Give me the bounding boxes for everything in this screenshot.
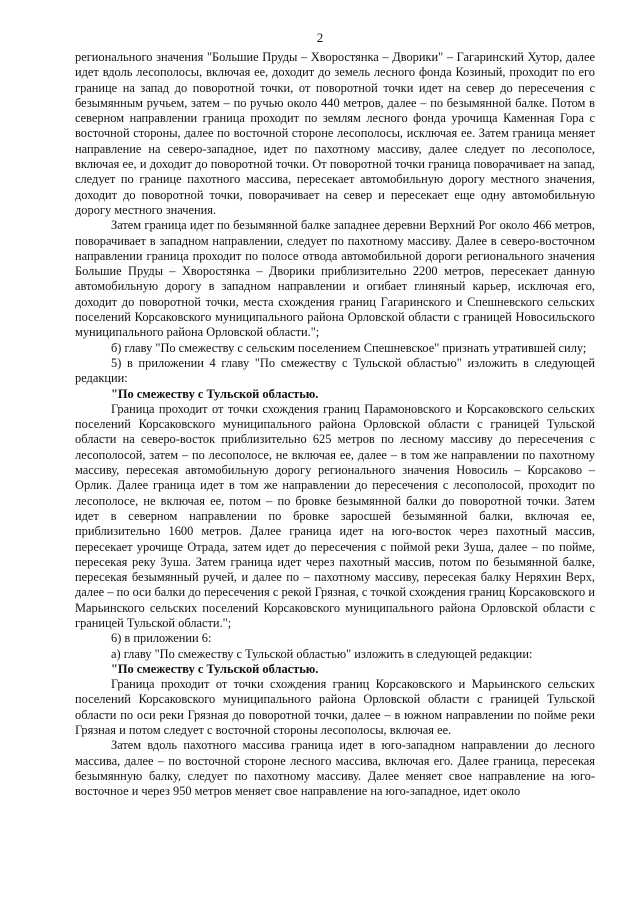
paragraph-item-a-tula-chapter: а) главу "По смежеству с Тульской областью" изложить в следующей редакции: xyxy=(111,646,533,661)
heading-tula-region-1: "По смежеству с Тульской областью. xyxy=(111,386,319,401)
page-number: 2 xyxy=(316,30,324,45)
heading-tula-region-2: "По смежеству с Тульской областью. xyxy=(111,661,319,676)
paragraph-border-description-continued: регионального значения "Большие Пруды – Хворостянка – Дворики" – Гагаринский Хутор, далее идет вдоль лесополосы, включая ее, доходит до земель лесного фонда Козиный, проходит по его границе на запад до поворотной точки, от поворотной точки идет на север до пересечения с безымянным ручьем, затем – по ручью около 440 метров, далее – по безымянной балке. Потом в северном направлении граница проходит по землям лесного фонда урочища Каменная Гора с восточной стороны, далее по восточной стороне лесополосы, исключая ее. Затем граница меняет направление на северо-западное, идет по пахотному массиву, далее следует по лесополосе, включая ее, и доходит до поворотной точки. От поворотной точки граница поворачивает на запад, следует по границе пахотного массива, пересекает автомобильную дорогу местного значения, доходит до поворотной точки, поворачивает на север и пересекает еще одну автомобильную дорогу местного значения. xyxy=(75,50,595,217)
paragraph-tula-border-2: Граница проходит от точки схождения границ Корсаковского и Марьинского сельских поселений Корсаковского муниципального района Орловской области с границей Тульской области по оси реки Грязная до поворотной точки, далее – в южном направлении по пойме реки Грязная и потом следует с восточной стороны лесополосы, включая ее. xyxy=(75,677,595,738)
paragraph-tula-border-3: Затем вдоль пахотного массива граница идет в юго-западном направлении до лесного массива, далее – по восточной стороне лесного массива, включая его. Далее граница, пересекая безымянную балку, следует по пахотному массиву. Далее меняет свое направление на юго-восточное и через 950 метров меняет свое направление на юго-западное, идет около xyxy=(75,738,595,799)
paragraph-item-b-speshnevskoe: б) главу "По смежеству с сельским поселением Спешневское" признать утратившей силу; xyxy=(111,340,587,355)
paragraph-verkhny-rog: Затем граница идет по безымянной балке западнее деревни Верхний Рог около 466 метров, поворачивает в западном направлении, следует по пахотному массиву. Далее в северо-восточном направлении граница проходит по полосе отвода автомобильной дороги регионального значения Большие Пруды – Хворостянка – Дворики приблизительно 2200 метров, пересекает данную автомобильную дорогу в западном направлении и огибает глиняный карьер, исключая его, доходит до поворотной точки, места схождения границ Гагаринского и Спешневского сельских поселений Корсаковского муниципального района Орловской области с границей Новосильского муниципального района Орловской области."; xyxy=(75,218,595,340)
paragraph-tula-border-1: Граница проходит от точки схождения границ Парамоновского и Корсаковского сельских поселений Корсаковского муниципального района Орловской области с границей Тульской области на северо-восток приблизительно 625 метров по лесному массиву до пересечения с лесополосой, затем – по лесополосе, не включая ее, далее – в том же направлении по пахотному массиву, пересекая автомобильную дорогу регионального значения Новосиль – Корсаково – Орлик. Далее граница идет в том же направлении до пересечения с лесополосой, проходит по лесополосе, не включая ее, потом – по бровке безымянной балки до поворотной точки. Затем идет в северном направлении по бровке заросшей безымянной балки, включая ее, приблизительно 1600 метров. Далее граница идет на юго-восток через пахотный массив, пересекает урочище Отрада, затем идет до пересечения с поймой реки Зуша, далее – по пойме, пересекая реку Зуша. Затем граница идет через пахотный массив, потом по безымянной балке, пересекая безымянный ручей, и далее по – пахотному массиву, пересекая балку Неряхин Верх, далее – по оси балки до пересечения с рекой Грязная, с точкой схождения границ Корсаковского и Марьинского сельских поселений Корсаковского муниципального района Орловской области с границей Тульской области."; xyxy=(75,401,595,630)
paragraph-item-6-appendix-6: 6) в приложении 6: xyxy=(111,631,212,646)
document-body xyxy=(75,50,595,800)
paragraph-item-5-appendix-4: 5) в приложении 4 главу "По смежеству с Тульской областью" изложить в следующей редакции: xyxy=(75,355,595,386)
